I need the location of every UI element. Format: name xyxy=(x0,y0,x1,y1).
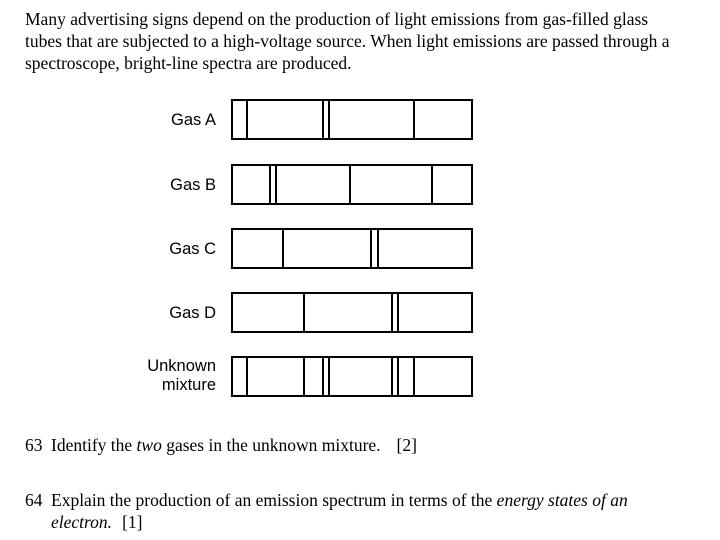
spectral-line xyxy=(322,358,324,395)
spectral-line xyxy=(246,358,248,395)
question-63-text-before: Identify the xyxy=(51,435,137,455)
question-64-emphasis: energy states of an electron. xyxy=(51,490,628,532)
question-63-marks: [2] xyxy=(396,435,417,455)
question-63-emphasis: two xyxy=(136,435,162,455)
question-63-text-after: gases in the unknown mixture. xyxy=(161,435,381,455)
spectral-line xyxy=(397,294,399,331)
spectral-line xyxy=(303,358,305,395)
unknown-mixture-spectrum xyxy=(231,356,473,397)
gas-a-label: Gas A xyxy=(171,111,216,129)
spectral-line xyxy=(328,101,330,138)
question-64-text-before: Explain the production of an emission spectrum in terms of the xyxy=(51,490,497,510)
spectral-line xyxy=(413,358,415,395)
spectral-line xyxy=(391,358,393,395)
spectral-line xyxy=(269,166,271,203)
unknown-label-line1: Unknown xyxy=(147,357,216,375)
spectral-line xyxy=(322,101,324,138)
unknown-label-line2: mixture xyxy=(161,376,216,394)
spectral-line xyxy=(431,166,433,203)
gas-d-spectrum xyxy=(231,292,473,333)
question-64-number: 64 xyxy=(25,490,43,510)
spectral-line xyxy=(275,166,277,203)
question-64 xyxy=(25,489,691,533)
spectral-line xyxy=(282,230,284,267)
spectral-line xyxy=(303,294,305,331)
question-63 xyxy=(25,434,695,456)
question-63-number: 63 xyxy=(25,435,43,455)
unknown-mixture-label xyxy=(116,357,216,395)
spectral-line xyxy=(397,358,399,395)
spectral-line xyxy=(349,166,351,203)
gas-b-spectrum xyxy=(231,164,473,205)
gas-a-spectrum xyxy=(231,99,473,140)
gas-d-label: Gas D xyxy=(169,304,216,322)
spectral-line xyxy=(370,230,372,267)
question-64-marks: [1] xyxy=(122,512,143,532)
spectral-line xyxy=(246,101,248,138)
spectral-line xyxy=(328,358,330,395)
spectral-line xyxy=(391,294,393,331)
spectral-line xyxy=(413,101,415,138)
gas-c-label: Gas C xyxy=(169,240,216,258)
spectral-line xyxy=(377,230,379,267)
gas-b-label: Gas B xyxy=(170,176,216,194)
intro-paragraph: Many advertising signs depend on the production of light emissions from gas-filled glass tubes that are subjected to a high-voltage source. When light emissions are passed through a spectroscope, bright-line spectra are produced. xyxy=(25,9,670,73)
gas-c-spectrum xyxy=(231,228,473,269)
